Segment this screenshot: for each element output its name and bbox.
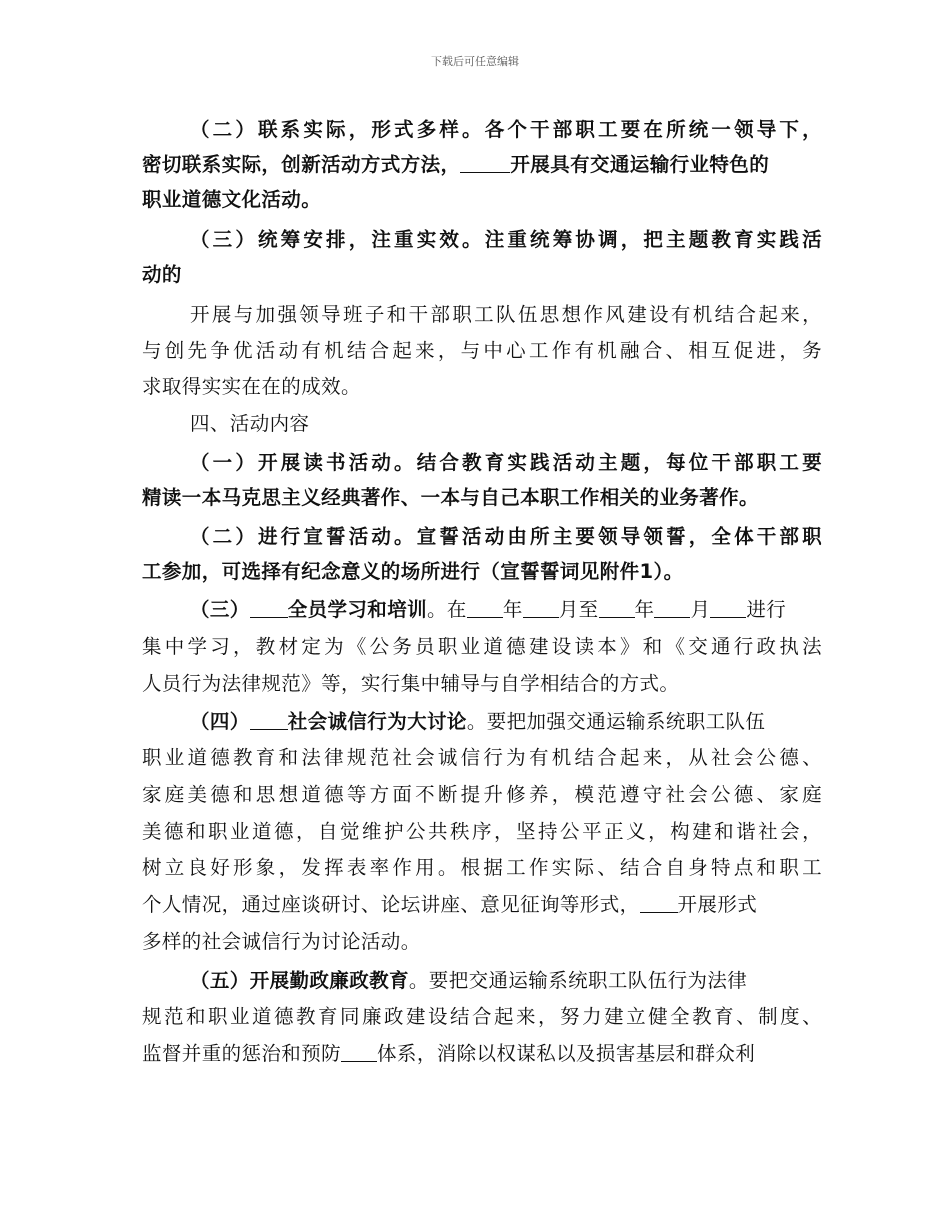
para-line-25: 监督并重的惩治和预防 体系，消除以权谋私以及损害基层和群众利 — [142, 1042, 756, 1065]
para-line-23: （五）开展勤政廉政教育。要把交通运输系统职工队伍行为法律 — [190, 969, 748, 992]
para-line-8: 求取得实实在在的成效。 — [142, 375, 361, 398]
fill-blank — [640, 894, 678, 913]
section-heading: 四、活动内容 — [190, 412, 310, 435]
para-line-24: 规范和职业道德教育同廉政建设结合起来，努力建立健全教育、制度、 — [142, 1005, 822, 1028]
fill-blank — [341, 1043, 377, 1062]
fill-blank — [710, 599, 746, 618]
fill-blank — [654, 599, 690, 618]
para-line-13: （三） 全员学习和培训。在 年 月至 年 月 进行 — [190, 598, 787, 621]
para-line-22: 多样的社会诚信行为讨论活动。 — [142, 930, 421, 953]
para-line-21: 个人情况，通过座谈研讨、论坛讲座、意见征询等形式， 开展形式 — [142, 893, 758, 916]
para-line-4: （三）统筹安排，注重实效。注重统筹协调，把主题教育实践活 — [190, 228, 822, 251]
para-line-16: （四） 社会诚信行为大讨论。要把加强交通运输系统职工队伍 — [190, 710, 766, 733]
para-line-5: 动的 — [142, 263, 182, 286]
para-line-20: 树立良好形象，发挥表率作用。根据工作实际、结合自身特点和职工 — [142, 856, 822, 879]
para-line-10: 精读一本马克思主义经典著作、一本与自己本职工作相关的业务著作。 — [142, 486, 759, 509]
para-line-17: 职业道德教育和法律规范社会诚信行为有机结合起来，从社会公德、 — [142, 746, 822, 769]
para-line-18: 家庭美德和思想道德等方面不断提升修养，模范遵守社会公德、家庭 — [142, 783, 822, 806]
para-line-19: 美德和职业道德，自觉维护公共秩序，坚持公平正义，构建和谐社会， — [142, 820, 822, 843]
fill-blank — [250, 711, 288, 730]
para-line-11: （二）进行宣誓活动。宣誓活动由所主要领导领誓，全体干部职 — [190, 525, 822, 548]
para-line-6: 开展与加强领导班子和干部职工队伍思想作风建设有机结合起来， — [190, 303, 822, 326]
fill-blank — [460, 154, 510, 173]
para-line-2: 密切联系实际，创新活动方式方法， 开展具有交通运输行业特色的 — [142, 153, 770, 176]
para-line-15: 人员行为法律规范》等，实行集中辅导与自学相结合的方式。 — [142, 672, 680, 695]
page-header: 下载后可任意编辑 — [431, 55, 519, 68]
para-line-14: 集中学习，教材定为《公务员职业道德建设读本》和《交通行政执法 — [142, 635, 822, 658]
para-line-12: 工参加，可选择有纪念意义的场所进行（宣誓誓词见附件1）。 — [142, 560, 684, 583]
fill-blank — [599, 599, 635, 618]
para-line-7: 与创先争优活动有机结合起来，与中心工作有机融合、相互促进，务 — [142, 339, 822, 362]
para-line-1: （二）联系实际，形式多样。各个干部职工要在所统一领导下， — [190, 118, 822, 141]
fill-blank — [250, 599, 288, 618]
fill-blank — [467, 599, 503, 618]
para-line-3: 职业道德文化活动。 — [142, 188, 322, 211]
para-line-9: （一）开展读书活动。结合教育实践活动主题，每位干部职工要 — [190, 451, 822, 474]
fill-blank — [523, 599, 559, 618]
